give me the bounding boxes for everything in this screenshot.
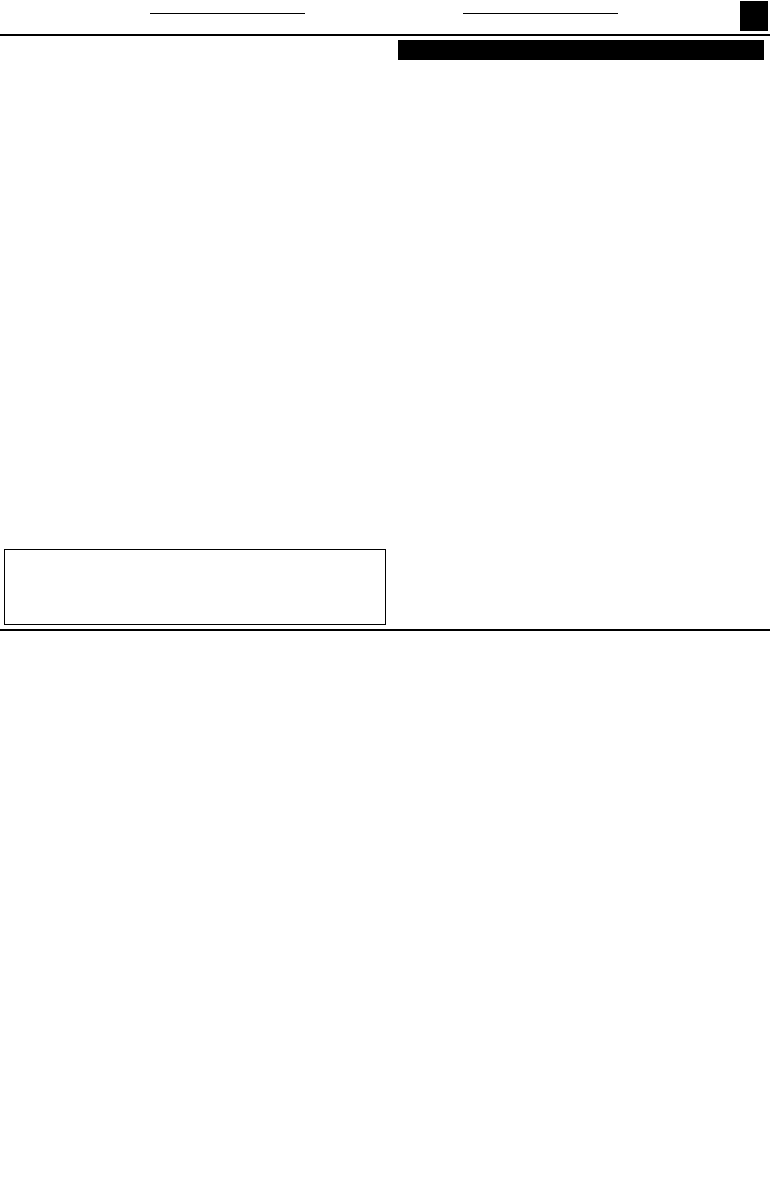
header-rule-left: [150, 13, 305, 14]
section-banner: [398, 40, 764, 60]
header-rule-right: [463, 13, 618, 14]
page-number: [740, 1, 768, 31]
masthead: [0, 0, 770, 36]
news-columns: [0, 36, 770, 546]
classifieds-area: [0, 633, 770, 1178]
notice-code: [5, 554, 385, 556]
wide-court-notice: [4, 549, 386, 625]
section-divider: [0, 629, 770, 631]
